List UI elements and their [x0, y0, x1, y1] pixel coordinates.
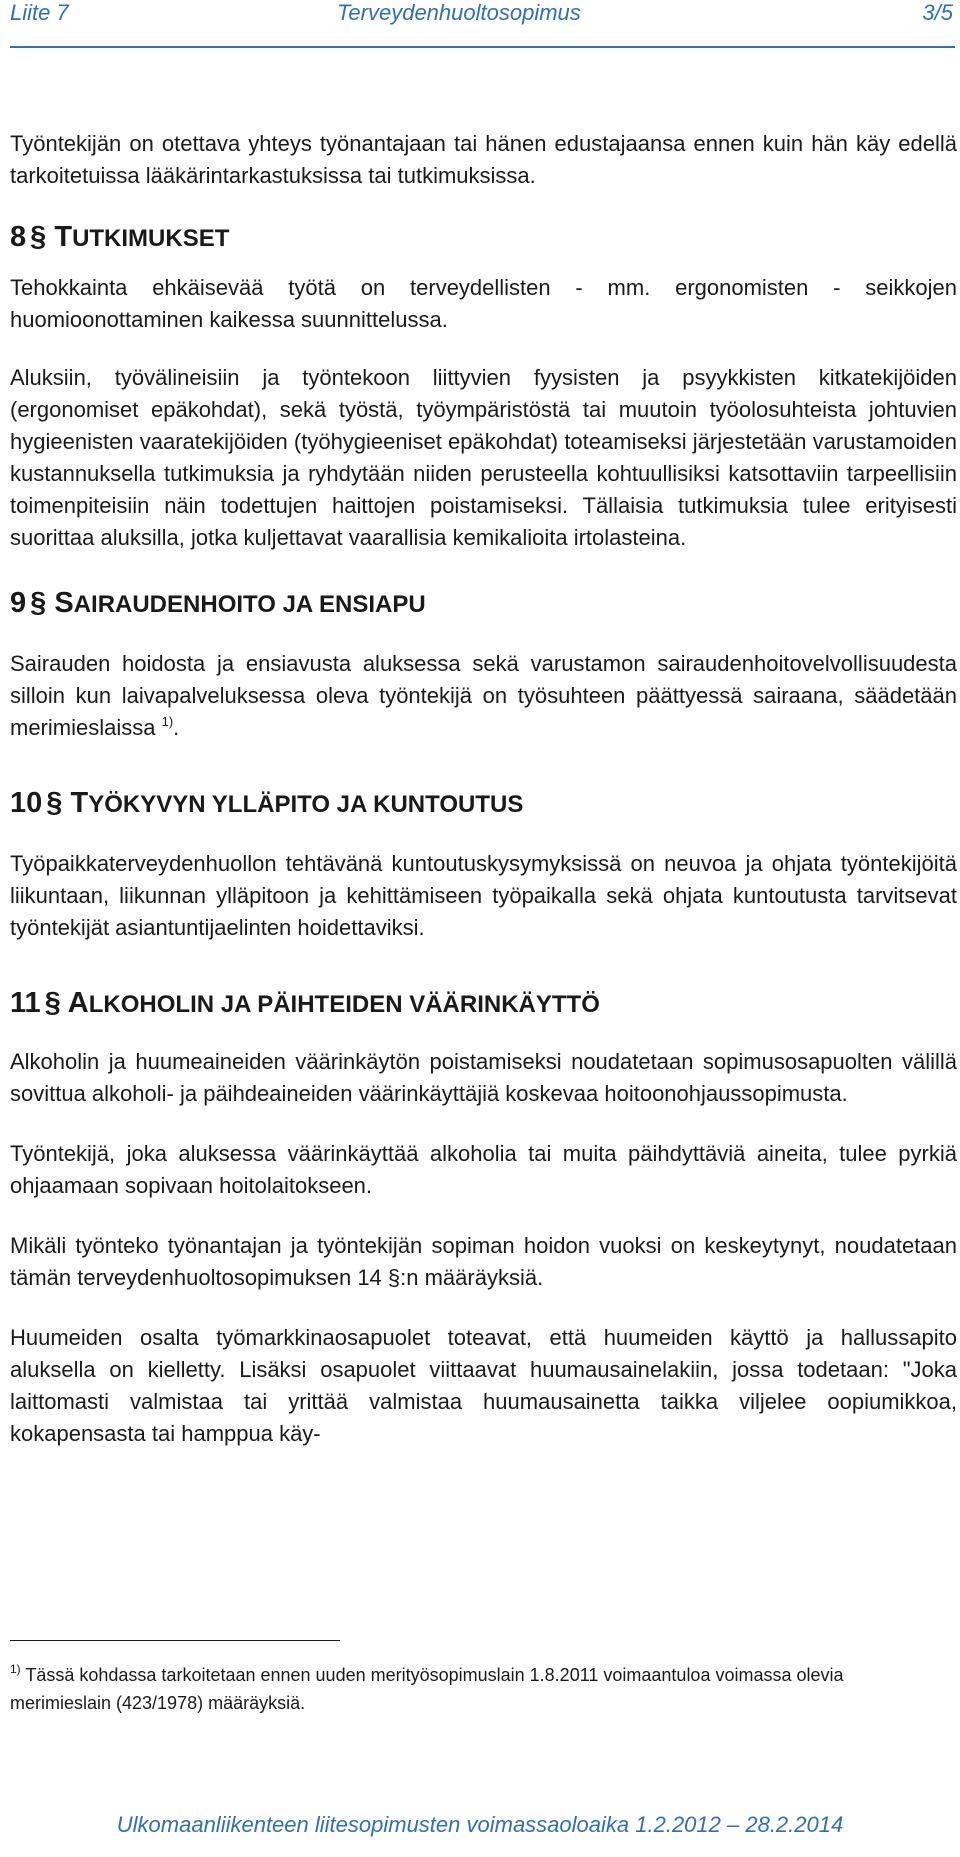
section-8-heading: 8 § TUTKIMUKSET: [10, 221, 230, 253]
section-10-heading: 10 § TYÖKYVYN YLLÄPITO JA KUNTOUTUS: [10, 787, 524, 819]
header-title: Terveydenhuoltosopimus: [337, 0, 581, 25]
page-footer: Ulkomaanliikenteen liitesopimusten voimassaoloaika 1.2.2012 – 28.2.2014: [116, 1812, 844, 1837]
section-11-paragraph-4: Huumeiden osalta työmarkkinaosapuolet toteavat, että huumeiden käyttö ja hallussapito aluksella on kielletty. Lisäksi osapuolet viittaavat huumausainelakiin, jossa todetaan: "Joka laittomasti valmistaa tai yrittää valmistaa huumausainetta taikka viljelee oopiumikkoa, kokapensasta tai hamppua käy-: [10, 1325, 957, 1446]
section-8-paragraph-1: Tehokkainta ehkäisevää työtä on terveydellisten - mm. ergonomisten - seikkojen huomioonottaminen kaikessa suunnittelussa.: [10, 275, 957, 332]
header-page-number: 3/5: [922, 0, 953, 25]
page-header: [10, 0, 955, 48]
footnote-mark: 1): [10, 1662, 21, 1676]
section-10-paragraph-1: Työpaikkaterveydenhuollon tehtävänä kuntoutuskysymyksissä on neuvoa ja ohjata työntekijöitä liikuntaan, liikunnan ylläpitoon ja kehittämiseen työpaikalla sekä ohjata kuntoutusta tarvitsevat työntekijät asiantuntijaelinten hoidettaviksi.: [10, 851, 957, 940]
intro-paragraph: Työntekijän on otettava yhteys työnantajaan tai hänen edustajaansa ennen kuin hän käy edellä tarkoitetuissa lääkärintarkastuksissa tai tutkimuksissa.: [10, 131, 957, 188]
footnote-reference: 1): [161, 714, 174, 729]
section-8-paragraph-2: Aluksiin, työvälineisiin ja työntekoon liittyvien fyysisten ja psyykkisten kitkatekijöiden (ergonomiset epäkohdat), sekä työstä, työympäristöstä tai muutoin työolosuhteista johtuvien hygieenisten vaaratekijöiden (työhygieeniset epäkohdat) toteamiseksi järjestetään varustamoiden kustannuksella tutkimuksia ja ryhdytään niiden perusteella kohtuullisiksi katsottaviin tarpeellisiin toimenpiteisiin näin todettujen haittojen poistamiseksi. Tällaisia tutkimuksia tulee erityisesti suorittaa aluksilla, jotka kuljettavat vaarallisia kemikalioita irtolasteina.: [10, 365, 957, 550]
section-9-paragraph-1: Sairauden hoidosta ja ensiavusta aluksessa sekä varustamon sairaudenhoitovelvollisuudesta silloin kun laivapalveluksessa oleva työntekijä on työsuhteen päättyessä sairaana, säädetään merimieslaissa $^{1)}$.: [10, 651, 957, 740]
document-body: [10, 128, 957, 1450]
footnote-divider: [10, 1640, 340, 1641]
section-11-heading: 11 § ALKOHOLIN JA PÄIHTEIDEN VÄÄRINKÄYTTÖ: [10, 987, 600, 1019]
footnote: [10, 1661, 940, 1717]
header-appendix: Liite 7: [10, 0, 69, 25]
footnote-text: Tässä kohdassa tarkoitetaan ennen uuden merityösopimuslain 1.8.2011 voimaantuloa voimassa olevia merimieslain (423/1978) määräyksiä.: [10, 1665, 844, 1713]
section-9-heading: 9 § SAIRAUDENHOITO JA ENSIAPU: [10, 587, 426, 619]
section-11-paragraph-2: Työntekijä, joka aluksessa väärinkäyttää alkoholia tai muita päihdyttäviä aineita, tulee pyrkiä ohjaamaan sopivaan hoitolaitokseen.: [10, 1141, 957, 1198]
section-11-paragraph-3: Mikäli työnteko työnantajan ja työntekijän sopiman hoidon vuoksi on keskeytynyt, noudatetaan tämän terveydenhuoltosopimuksen 14 §:n määräyksiä.: [10, 1233, 957, 1290]
section-11-paragraph-1: Alkoholin ja huumeaineiden väärinkäytön poistamiseksi noudatetaan sopimusosapuolten välillä sovittua alkoholi- ja päihdeaineiden väärinkäyttäjiä koskevaa hoitoonohjaussopimusta.: [10, 1049, 957, 1106]
